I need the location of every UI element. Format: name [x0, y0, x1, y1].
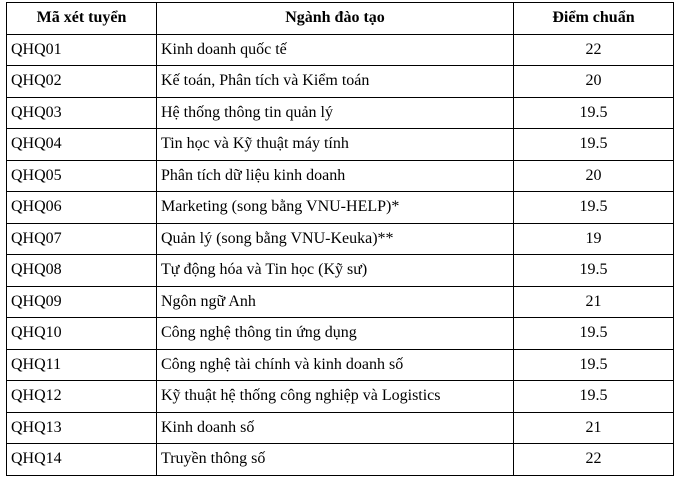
code-cell: QHQ08 — [7, 255, 157, 287]
code-cell: QHQ05 — [7, 160, 157, 192]
score-cell: 19.5 — [514, 192, 674, 224]
major-cell: Marketing (song bằng VNU-HELP)* — [157, 192, 514, 224]
table-row — [7, 412, 674, 444]
table-row — [7, 160, 674, 192]
header-code: Mã xét tuyển — [7, 3, 157, 35]
header-row — [7, 3, 674, 35]
code-cell: QHQ04 — [7, 129, 157, 161]
table-row — [7, 444, 674, 476]
code-cell: QHQ12 — [7, 381, 157, 413]
score-cell: 21 — [514, 412, 674, 444]
table-row — [7, 129, 674, 161]
major-cell: Tự động hóa và Tin học (Kỹ sư) — [157, 255, 514, 287]
major-cell: Kế toán, Phân tích và Kiểm toán — [157, 66, 514, 98]
code-cell: QHQ02 — [7, 66, 157, 98]
table-row — [7, 34, 674, 66]
score-cell: 19.5 — [514, 129, 674, 161]
major-cell: Công nghệ tài chính và kinh doanh số — [157, 349, 514, 381]
major-cell: Kinh doanh số — [157, 412, 514, 444]
score-cell: 22 — [514, 444, 674, 476]
table-row — [7, 381, 674, 413]
table-row — [7, 318, 674, 350]
table-row — [7, 192, 674, 224]
major-cell: Ngôn ngữ Anh — [157, 286, 514, 318]
code-cell: QHQ03 — [7, 97, 157, 129]
table-row — [7, 97, 674, 129]
code-cell: QHQ14 — [7, 444, 157, 476]
major-cell: Phân tích dữ liệu kinh doanh — [157, 160, 514, 192]
score-cell: 19.5 — [514, 255, 674, 287]
code-cell: QHQ01 — [7, 34, 157, 66]
score-cell: 19 — [514, 223, 674, 255]
code-cell: QHQ09 — [7, 286, 157, 318]
major-cell: Quản lý (song bằng VNU-Keuka)** — [157, 223, 514, 255]
code-cell: QHQ07 — [7, 223, 157, 255]
major-cell: Hệ thống thông tin quản lý — [157, 97, 514, 129]
score-cell: 19.5 — [514, 318, 674, 350]
score-cell: 20 — [514, 66, 674, 98]
major-cell: Tin học và Kỹ thuật máy tính — [157, 129, 514, 161]
code-cell: QHQ13 — [7, 412, 157, 444]
table-body — [7, 34, 674, 475]
major-cell: Kinh doanh quốc tế — [157, 34, 514, 66]
score-cell: 19.5 — [514, 381, 674, 413]
admission-scores-table — [6, 2, 674, 476]
score-cell: 19.5 — [514, 97, 674, 129]
major-cell: Kỹ thuật hệ thống công nghiệp và Logistics — [157, 381, 514, 413]
header-score: Điểm chuẩn — [514, 3, 674, 35]
table-row — [7, 255, 674, 287]
major-cell: Truyền thông số — [157, 444, 514, 476]
table-row — [7, 349, 674, 381]
major-cell: Công nghệ thông tin ứng dụng — [157, 318, 514, 350]
code-cell: QHQ10 — [7, 318, 157, 350]
score-cell: 20 — [514, 160, 674, 192]
header-major: Ngành đào tạo — [157, 3, 514, 35]
code-cell: QHQ06 — [7, 192, 157, 224]
table-row — [7, 223, 674, 255]
code-cell: QHQ11 — [7, 349, 157, 381]
score-cell: 22 — [514, 34, 674, 66]
table-row — [7, 286, 674, 318]
score-cell: 19.5 — [514, 349, 674, 381]
score-cell: 21 — [514, 286, 674, 318]
table-row — [7, 66, 674, 98]
